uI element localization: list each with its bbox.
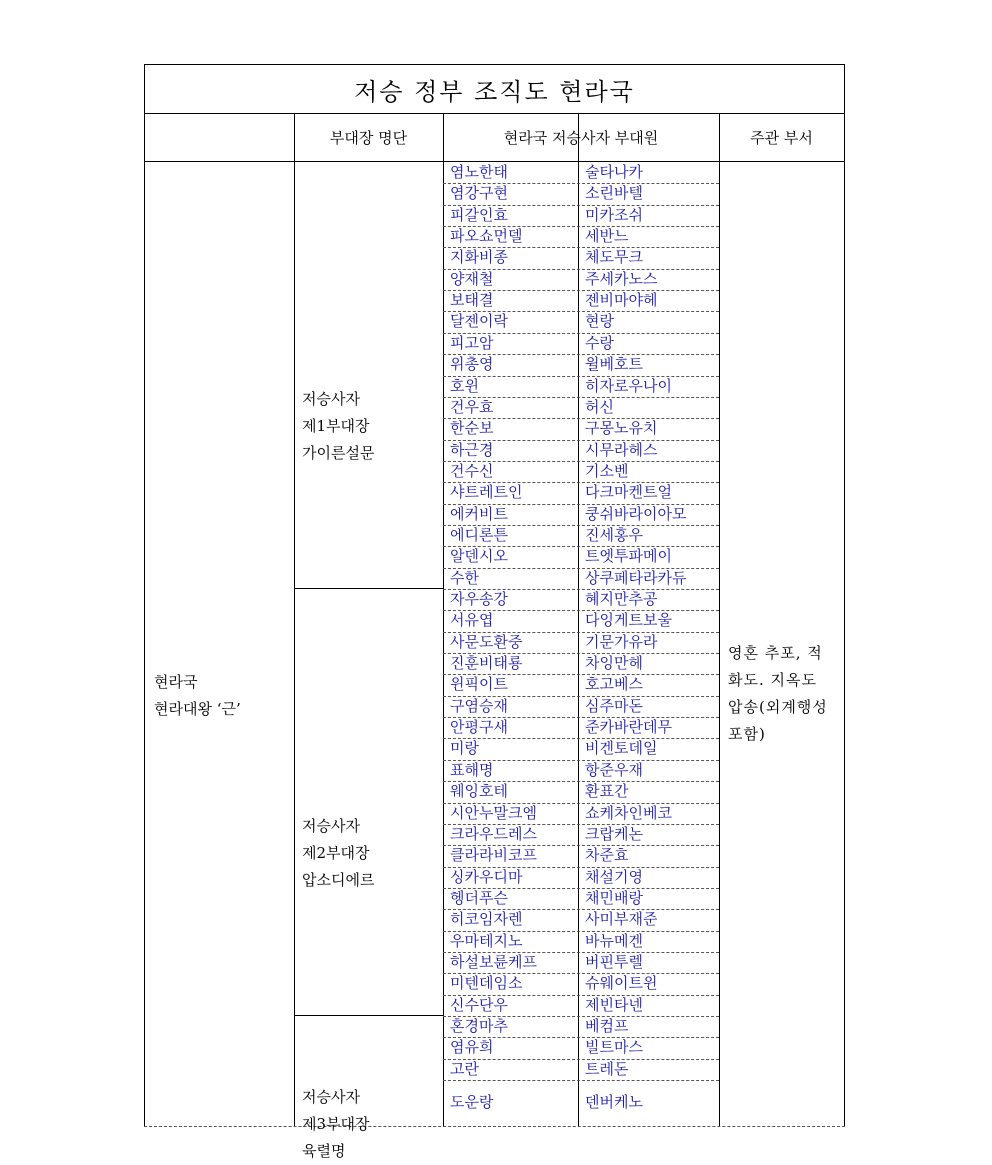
member-name: 주세카노스 <box>585 269 658 288</box>
member-name: 슈웨이트윈 <box>585 974 658 993</box>
member-name: 크랍케논 <box>585 824 643 843</box>
member-name: 호고베스 <box>585 675 643 694</box>
member-name: 차준효 <box>585 846 629 865</box>
member-name: 하근경 <box>450 440 494 459</box>
member-name: 표해명 <box>450 760 494 779</box>
org-country: 현라국 <box>154 673 198 691</box>
unit-leader-role: 저승사자 <box>302 390 360 408</box>
member-name: 도운랑 <box>450 1093 494 1112</box>
member-name: 건우효 <box>450 397 494 416</box>
member-name: 사미부재준 <box>585 910 658 929</box>
member-name: 히코임자렌 <box>450 910 523 929</box>
member-name: 혜지만추공 <box>585 590 658 608</box>
department-line: 화도. 지옥도 <box>728 671 817 689</box>
member-name: 수랑 <box>585 333 614 352</box>
header-members: 현라국 저승사자 부대원 <box>503 128 659 147</box>
row-separator <box>443 1059 719 1060</box>
department-line: 압송(외계행성 <box>728 698 828 716</box>
member-name: 신수단우 <box>450 995 508 1014</box>
unit-leader-role: 저승사자 <box>302 817 360 835</box>
member-name: 시안누말크엠 <box>450 803 537 822</box>
member-name: 에디론튼 <box>450 525 508 544</box>
column-divider <box>443 113 444 1127</box>
unit-leader-2 <box>302 813 374 894</box>
member-name: 미랑 <box>450 739 479 758</box>
member-name: 혼경마추 <box>450 1017 508 1035</box>
unit-leader-name: 육렬명 <box>302 1142 346 1160</box>
member-name: 건수신 <box>450 461 494 480</box>
member-name: 한순보 <box>450 419 494 438</box>
member-name: 빌트마스 <box>585 1038 643 1057</box>
member-name: 싱카우디마 <box>450 867 523 886</box>
member-name: 환표간 <box>585 782 629 801</box>
department-description <box>728 640 828 748</box>
member-name: 크라우드레스 <box>450 824 537 843</box>
column-divider <box>578 113 579 1127</box>
member-name: 기문가유라 <box>585 632 658 651</box>
row-separator <box>443 1080 719 1081</box>
member-name: 자우송강 <box>450 590 508 608</box>
unit-leader-rank: 제3부대장 <box>302 1115 370 1133</box>
member-name: 알덴시오 <box>450 547 508 566</box>
member-name: 미텐데임소 <box>450 974 523 993</box>
org-table <box>144 113 845 1160</box>
column-divider <box>719 113 720 1127</box>
member-name: 달젠이락 <box>450 312 508 331</box>
org-chart-document <box>144 64 845 1160</box>
unit-leader-role: 저승사자 <box>302 1088 360 1106</box>
member-name: 항준우재 <box>585 760 643 779</box>
member-name: 지화비종 <box>450 248 508 267</box>
unit-leader-1 <box>302 386 374 467</box>
unit-leader-rank: 제2부대장 <box>302 844 370 862</box>
department-line: 포함) <box>728 725 766 743</box>
member-name: 보태결 <box>450 291 494 310</box>
member-name: 젠비마야헤 <box>585 291 658 310</box>
member-name: 차잉만헤 <box>585 654 643 673</box>
member-name: 비겐토데일 <box>585 739 658 758</box>
member-name: 구염승재 <box>450 696 508 715</box>
member-name: 트엣투파메이 <box>585 547 672 566</box>
member-name: 제빈타넨 <box>585 995 643 1014</box>
member-name: 샤트레트인 <box>450 483 523 502</box>
member-name: 윌베호트 <box>585 355 643 374</box>
member-name: 우마테지노 <box>450 931 523 950</box>
unit-divider <box>294 588 444 589</box>
member-name: 위총영 <box>450 355 494 374</box>
member-name: 허신 <box>585 397 614 416</box>
member-name: 에커비트 <box>450 504 508 523</box>
member-name: 파오쇼먼델 <box>450 227 523 246</box>
member-name: 양재철 <box>450 269 494 288</box>
unit-leader-name: 가이른설문 <box>302 444 375 462</box>
member-name: 채설기영 <box>585 867 643 886</box>
member-name: 피갈인효 <box>450 205 508 224</box>
member-name: 고란 <box>450 1059 479 1078</box>
member-name: 준카바란데무 <box>585 718 672 737</box>
member-name: 체도무크 <box>585 248 643 267</box>
member-name: 구몽노유치 <box>585 419 658 438</box>
unit-leader-rank: 제1부대장 <box>302 417 370 435</box>
member-name: 채민배랑 <box>585 888 643 907</box>
member-name: 진훈비태룡 <box>450 654 523 673</box>
row-separator <box>443 738 719 739</box>
member-name: 서유엽 <box>450 611 494 630</box>
header-department: 주관 부서 <box>750 128 813 147</box>
header-leader: 부대장 명단 <box>329 128 408 147</box>
member-name: 클라라비코프 <box>450 846 537 865</box>
member-name: 다크마켄트얼 <box>585 483 672 502</box>
member-name: 헹더푸슨 <box>450 888 508 907</box>
member-name: 다잉게트보울 <box>585 611 672 630</box>
member-name: 히자로우나이 <box>585 376 672 395</box>
member-name: 수한 <box>450 568 479 587</box>
member-name: 세반느 <box>585 227 629 246</box>
table-border-right <box>844 113 845 1127</box>
member-name: 사문도환중 <box>450 632 523 651</box>
member-name: 미카조쉬 <box>585 205 643 224</box>
member-name: 상쿠페타라카듀 <box>585 568 687 587</box>
member-name: 진세홍우 <box>585 525 643 544</box>
unit-divider <box>294 1015 444 1016</box>
member-name: 버핀투렐 <box>585 952 643 971</box>
member-name: 안평구새 <box>450 718 508 737</box>
table-border-left <box>144 113 145 1127</box>
member-name: 염노한태 <box>450 163 508 181</box>
member-name: 술타나카 <box>585 163 643 181</box>
org-name <box>154 669 241 723</box>
member-name: 하설보륜케프 <box>450 952 537 971</box>
member-name: 심주마돈 <box>585 696 643 715</box>
member-name: 현랑 <box>585 312 614 331</box>
document-title: 저승 정부 조직도 현라국 <box>144 64 845 113</box>
member-name: 쿵쉬바라이아모 <box>585 504 687 523</box>
member-name: 윈픽이트 <box>450 675 508 694</box>
member-name: 바뉴메겐 <box>585 931 643 950</box>
member-name: 트레돈 <box>585 1059 629 1078</box>
member-name: 웨잉호테 <box>450 782 508 801</box>
member-name: 베컴프 <box>585 1017 629 1035</box>
member-name: 덴버케노 <box>585 1093 643 1112</box>
member-name: 쇼케차인베코 <box>585 803 672 822</box>
member-name: 소린바텔 <box>585 184 643 203</box>
member-name: 피고암 <box>450 333 494 352</box>
member-name: 시무라헤스 <box>585 440 658 459</box>
department-line: 영혼 추포, 적 <box>728 644 823 662</box>
table-bottom-dotted <box>144 1126 845 1127</box>
unit-leader-name: 압소디에르 <box>302 871 375 889</box>
member-name: 염유희 <box>450 1038 494 1057</box>
member-name: 염강구현 <box>450 184 508 203</box>
member-name: 호윈 <box>450 376 479 395</box>
column-divider <box>294 113 295 1127</box>
row-separator <box>443 376 719 377</box>
member-name: 기소벤 <box>585 461 629 480</box>
org-king: 현라대왕 ‘근’ <box>154 700 241 718</box>
